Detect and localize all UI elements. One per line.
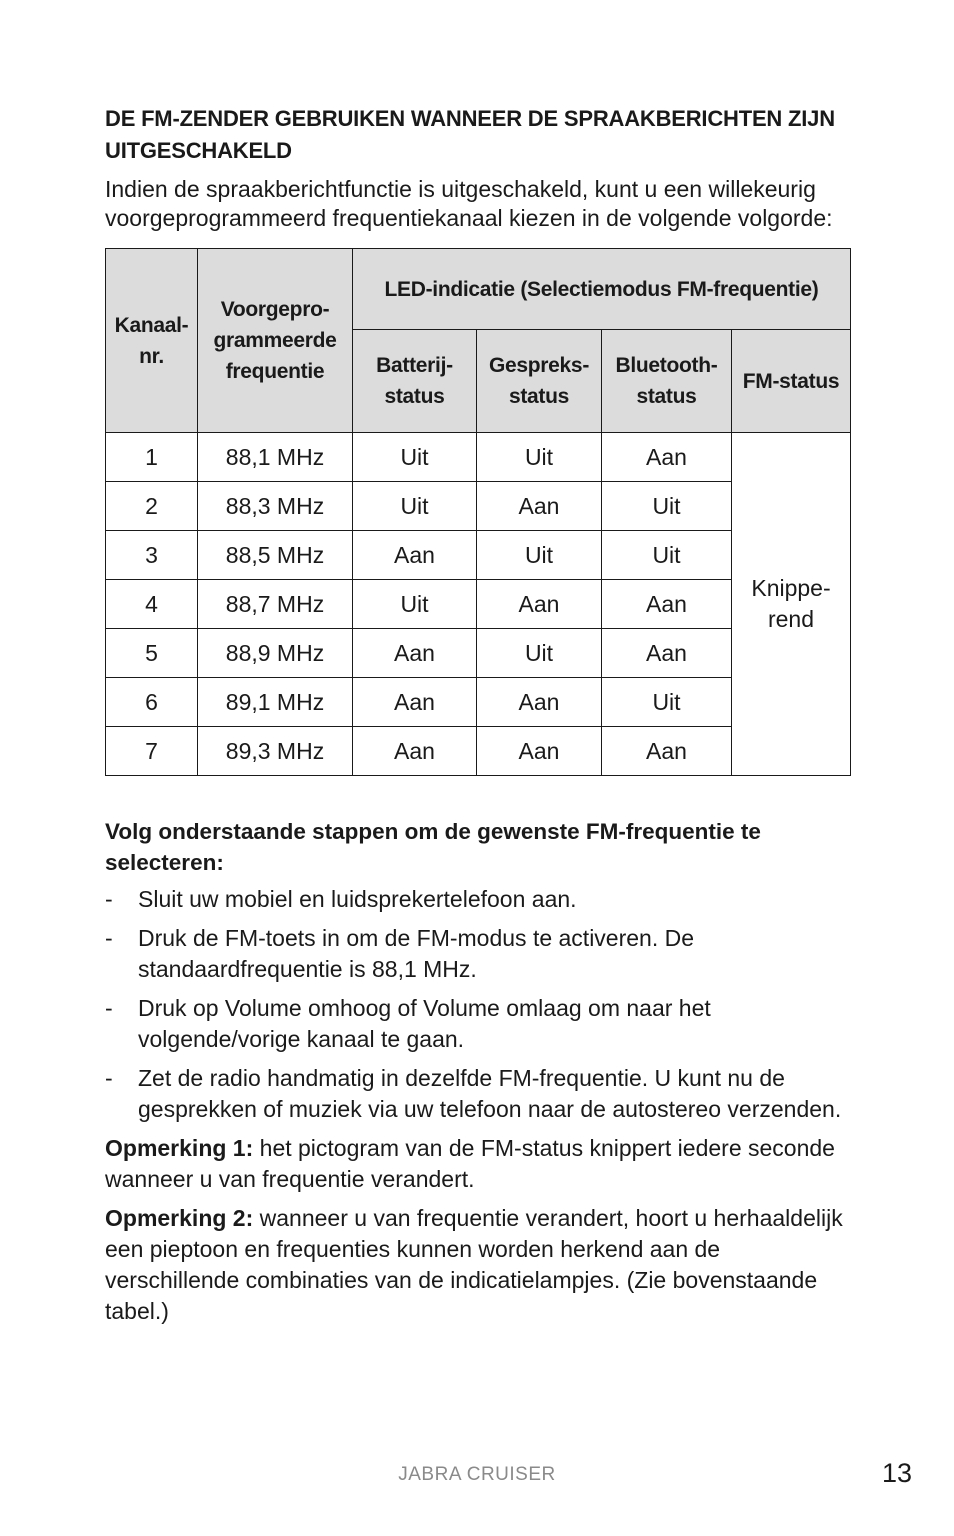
step-text: Sluit uw mobiel en luidsprekertelefoon aan. — [138, 886, 577, 912]
cell-bluetooth: Uit — [602, 482, 732, 531]
cell-call: Uit — [477, 531, 602, 580]
cell-call: Aan — [477, 678, 602, 727]
list-item — [105, 993, 850, 1055]
note-1 — [105, 1133, 850, 1195]
cell-battery: Uit — [353, 482, 477, 531]
cell-channel: 3 — [106, 531, 198, 580]
cell-channel: 7 — [106, 727, 198, 776]
header-battery: Batterij-status — [353, 330, 477, 433]
cell-channel: 4 — [106, 580, 198, 629]
header-bluetooth: Bluetooth-status — [602, 330, 732, 433]
cell-channel: 1 — [106, 433, 198, 482]
note-2 — [105, 1203, 850, 1327]
header-channel: Kanaal-nr. — [106, 249, 198, 433]
header-led-group: LED-indicatie (Selectiemodus FM-frequentie) — [353, 249, 851, 330]
cell-battery: Uit — [353, 433, 477, 482]
cell-frequency: 88,1 MHz — [198, 433, 353, 482]
cell-battery: Aan — [353, 678, 477, 727]
cell-frequency: 88,7 MHz — [198, 580, 353, 629]
intro-paragraph: Indien de spraakberichtfunctie is uitgeschakeld, kunt u een willekeurig voorgeprogrammeerd frequentiekanaal kiezen in de volgende volgorde: — [105, 176, 833, 231]
note-text: het pictogram van de FM-status knippert iedere seconde wanneer u van frequentie verandert. — [105, 1135, 835, 1192]
header-call: Gespreks-status — [477, 330, 602, 433]
note-label: Opmerking 2: — [105, 1205, 254, 1231]
list-item — [105, 884, 850, 915]
steps-title: Volg onderstaande stappen om de gewenste FM-frequentie te selecteren: — [105, 819, 761, 875]
header-frequency: Voorgepro-grammeerde frequentie — [198, 249, 353, 433]
cell-bluetooth: Aan — [602, 629, 732, 678]
section-heading: DE FM-ZENDER GEBRUIKEN WANNEER DE SPRAAKBERICHTEN ZIJN UITGESCHAKELD — [105, 106, 835, 163]
cell-frequency: 88,5 MHz — [198, 531, 353, 580]
page-content — [105, 103, 850, 1327]
step-text: Druk de FM-toets in om de FM-modus te activeren. De standaardfrequentie is 88,1 MHz. — [138, 925, 695, 982]
cell-bluetooth: Uit — [602, 678, 732, 727]
footer-product: JABRA CRUISER — [398, 1464, 556, 1485]
cell-call: Uit — [477, 433, 602, 482]
note-label: Opmerking 1: — [105, 1135, 254, 1161]
step-text: Druk op Volume omhoog of Volume omlaag om naar het volgende/vorige kanaal te gaan. — [138, 995, 711, 1052]
cell-frequency: 89,1 MHz — [198, 678, 353, 727]
list-item — [105, 1063, 850, 1125]
cell-channel: 2 — [106, 482, 198, 531]
cell-bluetooth: Aan — [602, 580, 732, 629]
cell-fm-status: Knippe-rend — [732, 433, 851, 776]
list-item — [105, 923, 850, 985]
header-fm: FM-status — [732, 330, 851, 433]
page-number: 13 — [881, 1458, 912, 1488]
cell-frequency: 88,9 MHz — [198, 629, 353, 678]
cell-battery: Aan — [353, 727, 477, 776]
table-row — [106, 433, 851, 482]
note-text: wanneer u van frequentie verandert, hoort u herhaaldelijk een pieptoon en frequenties kunnen worden herkend aan de verschillende combinaties van de indicatielampjes. (Zie bovenstaande tabel.) — [105, 1205, 843, 1324]
fm-channel-table — [105, 248, 851, 776]
cell-bluetooth: Uit — [602, 531, 732, 580]
bullet-dash: - — [105, 995, 113, 1021]
cell-call: Aan — [477, 727, 602, 776]
table-body — [106, 433, 851, 776]
cell-channel: 6 — [106, 678, 198, 727]
cell-battery: Aan — [353, 531, 477, 580]
bullet-dash: - — [105, 925, 113, 951]
bullet-dash: - — [105, 1065, 113, 1091]
cell-frequency: 88,3 MHz — [198, 482, 353, 531]
cell-battery: Uit — [353, 580, 477, 629]
cell-call: Aan — [477, 580, 602, 629]
cell-battery: Aan — [353, 629, 477, 678]
cell-call: Uit — [477, 629, 602, 678]
cell-bluetooth: Aan — [602, 727, 732, 776]
cell-bluetooth: Aan — [602, 433, 732, 482]
step-text: Zet de radio handmatig in dezelfde FM-frequentie. U kunt nu de gesprekken of muziek via uw telefoon naar de autostereo verzenden. — [138, 1065, 842, 1122]
steps-list — [105, 884, 850, 1125]
cell-channel: 5 — [106, 629, 198, 678]
cell-call: Aan — [477, 482, 602, 531]
cell-frequency: 89,3 MHz — [198, 727, 353, 776]
bullet-dash: - — [105, 886, 113, 912]
